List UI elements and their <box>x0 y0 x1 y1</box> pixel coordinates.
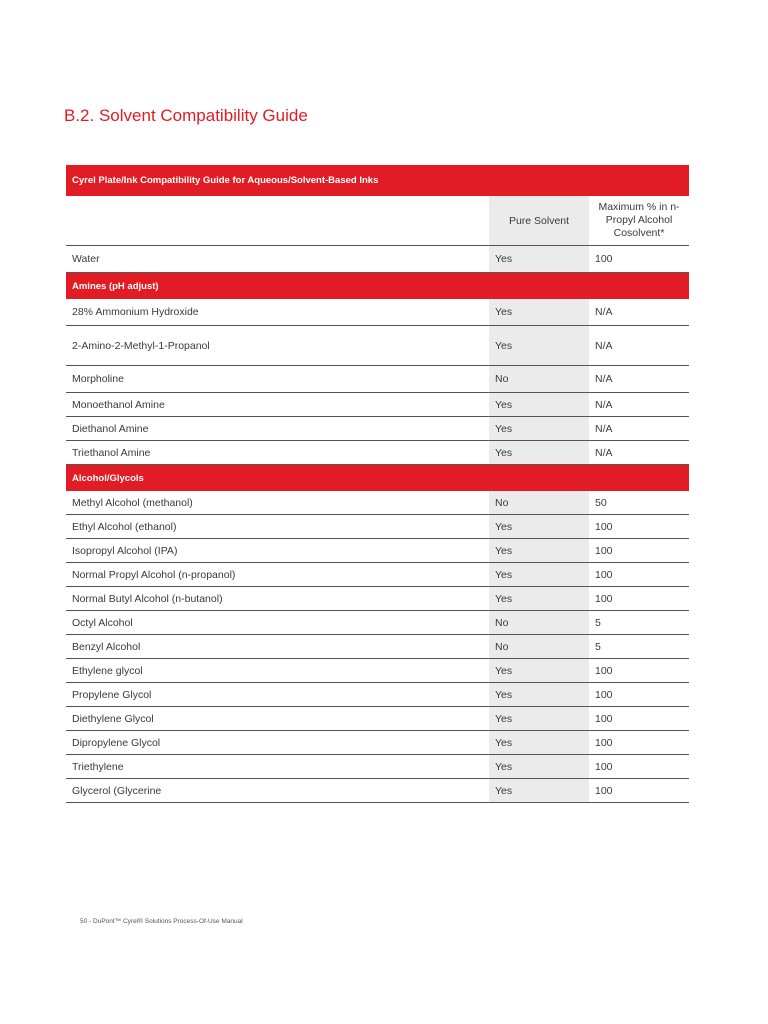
section-header: Amines (pH adjust) <box>66 273 689 300</box>
table-row <box>66 491 689 515</box>
pure-solvent-cell: Yes <box>489 539 589 563</box>
table-row <box>66 779 689 803</box>
solvent-name-cell: Diethanol Amine <box>66 417 489 441</box>
table-row <box>66 611 689 635</box>
pure-solvent-cell: Yes <box>489 587 589 611</box>
max-percent-cell: 100 <box>589 779 689 803</box>
table-row <box>66 731 689 755</box>
table-row <box>66 515 689 539</box>
table-row <box>66 587 689 611</box>
max-percent-cell: 100 <box>589 587 689 611</box>
max-percent-cell: 100 <box>589 515 689 539</box>
max-percent-cell: 5 <box>589 635 689 659</box>
solvent-name-cell: Dipropylene Glycol <box>66 731 489 755</box>
page-footer: 50 - DuPont™ Cyrel® Solutions Process-Of-Use Manual <box>80 918 243 925</box>
solvent-name-cell: Normal Butyl Alcohol (n-butanol) <box>66 587 489 611</box>
max-percent-cell: 100 <box>589 683 689 707</box>
max-percent-cell: 100 <box>589 563 689 587</box>
pure-solvent-cell: Yes <box>489 779 589 803</box>
solvent-name-cell: 28% Ammonium Hydroxide <box>66 299 489 326</box>
max-percent-cell: N/A <box>589 299 689 326</box>
table-title-row <box>66 165 689 196</box>
section-header-row <box>66 273 689 300</box>
pure-solvent-cell: Yes <box>489 246 589 273</box>
pure-solvent-cell: No <box>489 366 589 393</box>
page-title: B.2. Solvent Compatibility Guide <box>64 106 308 125</box>
table-row <box>66 441 689 465</box>
solvent-name-cell: Octyl Alcohol <box>66 611 489 635</box>
pure-solvent-cell: Yes <box>489 441 589 465</box>
pure-solvent-cell: Yes <box>489 683 589 707</box>
max-percent-cell: 100 <box>589 539 689 563</box>
solvent-name-cell: Isopropyl Alcohol (IPA) <box>66 539 489 563</box>
pure-solvent-cell: Yes <box>489 707 589 731</box>
pure-solvent-cell: Yes <box>489 659 589 683</box>
solvent-name-cell: Morpholine <box>66 366 489 393</box>
solvent-name-cell: Glycerol (Glycerine <box>66 779 489 803</box>
pure-solvent-cell: Yes <box>489 515 589 539</box>
solvent-name-cell: Water <box>66 246 489 273</box>
table-row <box>66 635 689 659</box>
section-header: Alcohol/Glycols <box>66 465 689 492</box>
table-row <box>66 539 689 563</box>
max-percent-cell: 100 <box>589 707 689 731</box>
table-row <box>66 417 689 441</box>
section-header-row <box>66 465 689 492</box>
solvent-name-cell: 2-Amino-2-Methyl-1-Propanol <box>66 326 489 366</box>
pure-solvent-cell: Yes <box>489 417 589 441</box>
compatibility-table <box>66 165 689 803</box>
table-row <box>66 299 689 326</box>
max-percent-cell: 100 <box>589 246 689 273</box>
table-row <box>66 326 689 366</box>
solvent-name-cell: Monoethanol Amine <box>66 393 489 417</box>
table-row <box>66 246 689 273</box>
pure-solvent-cell: Yes <box>489 731 589 755</box>
max-percent-cell: N/A <box>589 441 689 465</box>
solvent-name-cell: Triethylene <box>66 755 489 779</box>
pure-solvent-cell: Yes <box>489 393 589 417</box>
solvent-name-cell: Normal Propyl Alcohol (n-propanol) <box>66 563 489 587</box>
solvent-name-cell: Diethylene Glycol <box>66 707 489 731</box>
table-body <box>66 246 689 803</box>
max-percent-cell: 100 <box>589 755 689 779</box>
max-percent-cell: N/A <box>589 417 689 441</box>
table-row <box>66 755 689 779</box>
pure-solvent-cell: Yes <box>489 326 589 366</box>
pure-solvent-cell: No <box>489 635 589 659</box>
max-percent-cell: 5 <box>589 611 689 635</box>
header-solvent-cell <box>66 196 489 246</box>
solvent-name-cell: Ethylene glycol <box>66 659 489 683</box>
column-header-row <box>66 196 689 246</box>
pure-solvent-cell: Yes <box>489 563 589 587</box>
solvent-name-cell: Methyl Alcohol (methanol) <box>66 491 489 515</box>
solvent-name-cell: Propylene Glycol <box>66 683 489 707</box>
max-percent-cell: 100 <box>589 731 689 755</box>
max-percent-cell: 50 <box>589 491 689 515</box>
pure-solvent-cell: No <box>489 491 589 515</box>
table-row <box>66 659 689 683</box>
table-title: Cyrel Plate/Ink Compatibility Guide for Aqueous/Solvent-Based Inks <box>66 165 689 196</box>
table-row <box>66 366 689 393</box>
table-row <box>66 563 689 587</box>
table-row <box>66 683 689 707</box>
pure-solvent-cell: No <box>489 611 589 635</box>
solvent-name-cell: Triethanol Amine <box>66 441 489 465</box>
max-percent-cell: N/A <box>589 393 689 417</box>
table-row <box>66 393 689 417</box>
max-percent-cell: N/A <box>589 326 689 366</box>
solvent-name-cell: Benzyl Alcohol <box>66 635 489 659</box>
solvent-name-cell: Ethyl Alcohol (ethanol) <box>66 515 489 539</box>
header-pure-solvent: Pure Solvent <box>489 196 589 246</box>
header-max-cosolvent: Maximum % in n-Propyl Alcohol Cosolvent* <box>589 196 689 246</box>
max-percent-cell: 100 <box>589 659 689 683</box>
pure-solvent-cell: Yes <box>489 299 589 326</box>
pure-solvent-cell: Yes <box>489 755 589 779</box>
max-percent-cell: N/A <box>589 366 689 393</box>
table-row <box>66 707 689 731</box>
